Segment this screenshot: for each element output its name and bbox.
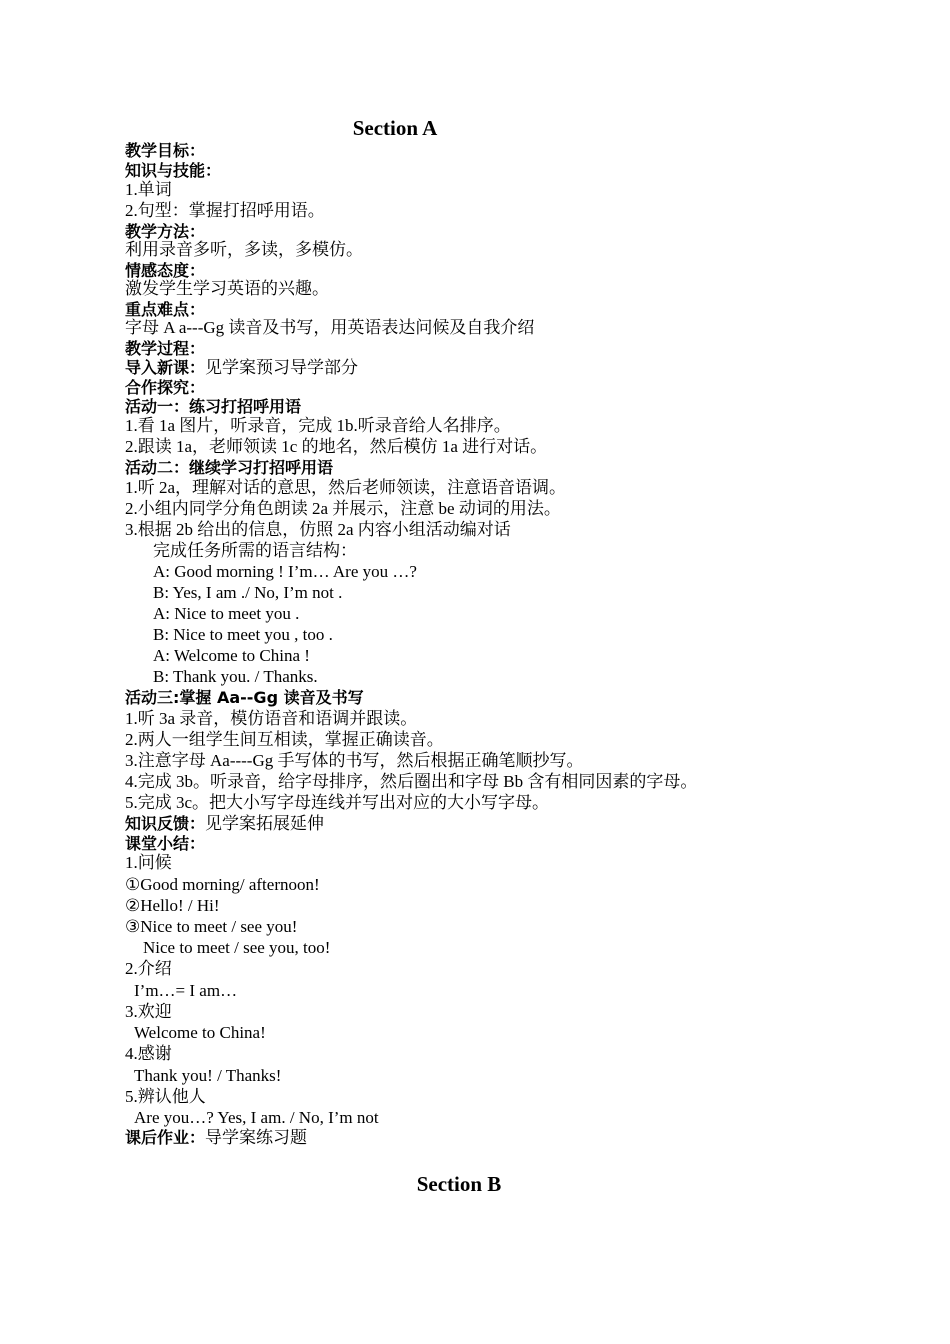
intro-label: 导入新课： [125, 358, 206, 377]
activity-3-step: 5.完成 3c。把大小写字母连线并写出对应的大小写字母。 [125, 793, 550, 812]
dialogue-line: A: Nice to meet you . [153, 604, 300, 623]
summary-subitem: Are you…? Yes, I am. / No, I’m not [134, 1108, 379, 1127]
structure-label: 完成任务所需的语言结构： [153, 541, 357, 560]
activity-3-title: 活动三:掌握 Aa--Gg 读音及书写 [125, 688, 364, 707]
summary-subitem: I’m…= I am… [134, 981, 238, 1000]
summary-item: 4.感谢 [125, 1044, 172, 1063]
summary-item: 2.介绍 [125, 959, 172, 978]
summary-subitem: ②Hello! / Hi! [125, 896, 220, 915]
activity-2-step: 1.听 2a，理解对话的意思，然后老师领读，注意语音语调。 [125, 478, 567, 497]
intro-text: 见学案预习导学部分 [205, 358, 359, 377]
summary-subitem: Nice to meet / see you, too! [143, 938, 331, 957]
knowledge-item: 2.句型：掌握打招呼用语。 [125, 201, 325, 220]
dialogue-line: A: Welcome to China ! [153, 646, 310, 665]
heading-attitude: 情感态度： [125, 261, 206, 280]
section-b-title: Section B [416, 1172, 502, 1196]
summary-subitem: ③Nice to meet / see you! [125, 917, 298, 936]
activity-3-step: 3.注意字母 Aa----Gg 手写体的书写，然后根据正确笔顺抄写。 [125, 751, 584, 770]
activity-1-step: 1.看 1a 图片，听录音，完成 1b.听录音给人名排序。 [125, 416, 511, 435]
summary-subitem: ①Good morning/ afternoon! [125, 875, 320, 894]
knowledge-item: 1.单词 [125, 180, 172, 199]
activity-2-title: 活动二：继续学习打招呼用语 [125, 458, 334, 477]
homework-text: 导学案练习题 [205, 1128, 308, 1147]
dialogue-line: A: Good morning ! I’m… Are you …? [153, 562, 417, 581]
dialogue-line: B: Yes, I am ./ No, I’m not . [153, 583, 343, 602]
heading-goals: 教学目标： [125, 141, 206, 160]
summary-item: 1.问候 [125, 853, 172, 872]
activity-2-step: 3.根据 2b 给出的信息，仿照 2a 内容小组活动编对话 [125, 520, 511, 539]
heading-summary: 课堂小结： [125, 834, 206, 853]
heading-method: 教学方法： [125, 222, 206, 241]
activity-3-step: 2.两人一组学生间互相读，掌握正确读音。 [125, 730, 444, 749]
activity-3-step: 4.完成 3b。听录音，给字母排序，然后圈出和字母 Bb 含有相同因素的字母。 [125, 772, 698, 791]
section-a-title: Section A [352, 116, 438, 140]
summary-item: 3.欢迎 [125, 1002, 172, 1021]
feedback-text: 见学案拓展延伸 [205, 814, 325, 833]
dialogue-line: B: Nice to meet you , too . [153, 625, 333, 644]
heading-process: 教学过程： [125, 339, 206, 358]
summary-item: 5.辨认他人 [125, 1087, 206, 1106]
attitude-text: 激发学生学习英语的兴趣。 [125, 279, 329, 298]
summary-subitem: Welcome to China! [134, 1023, 266, 1042]
activity-2-step: 2.小组内同学分角色朗读 2a 并展示，注意 be 动词的用法。 [125, 499, 561, 518]
activity-1-title: 活动一：练习打招呼用语 [125, 397, 302, 416]
activity-3-step: 1.听 3a 录音，模仿语音和语调并跟读。 [125, 709, 418, 728]
dialogue-line: B: Thank you. / Thanks. [153, 667, 318, 686]
method-text: 利用录音多听，多读，多模仿。 [125, 240, 363, 259]
activity-1-step: 2.跟读 1a，老师领读 1c 的地名，然后模仿 1a 进行对话。 [125, 437, 548, 456]
summary-subitem: Thank you! / Thanks! [134, 1066, 282, 1085]
homework-line [125, 1127, 307, 1148]
heading-knowledge: 知识与技能： [125, 161, 222, 180]
heading-key-points: 重点难点： [125, 300, 206, 319]
key-points-text: 字母 A a---Gg 读音及书写，用英语表达问候及自我介绍 [125, 318, 535, 337]
homework-label: 课后作业： [125, 1128, 206, 1147]
feedback-line [125, 813, 324, 834]
intro-line [125, 357, 358, 378]
feedback-label: 知识反馈： [125, 814, 206, 833]
heading-cooperation: 合作探究： [125, 378, 206, 397]
